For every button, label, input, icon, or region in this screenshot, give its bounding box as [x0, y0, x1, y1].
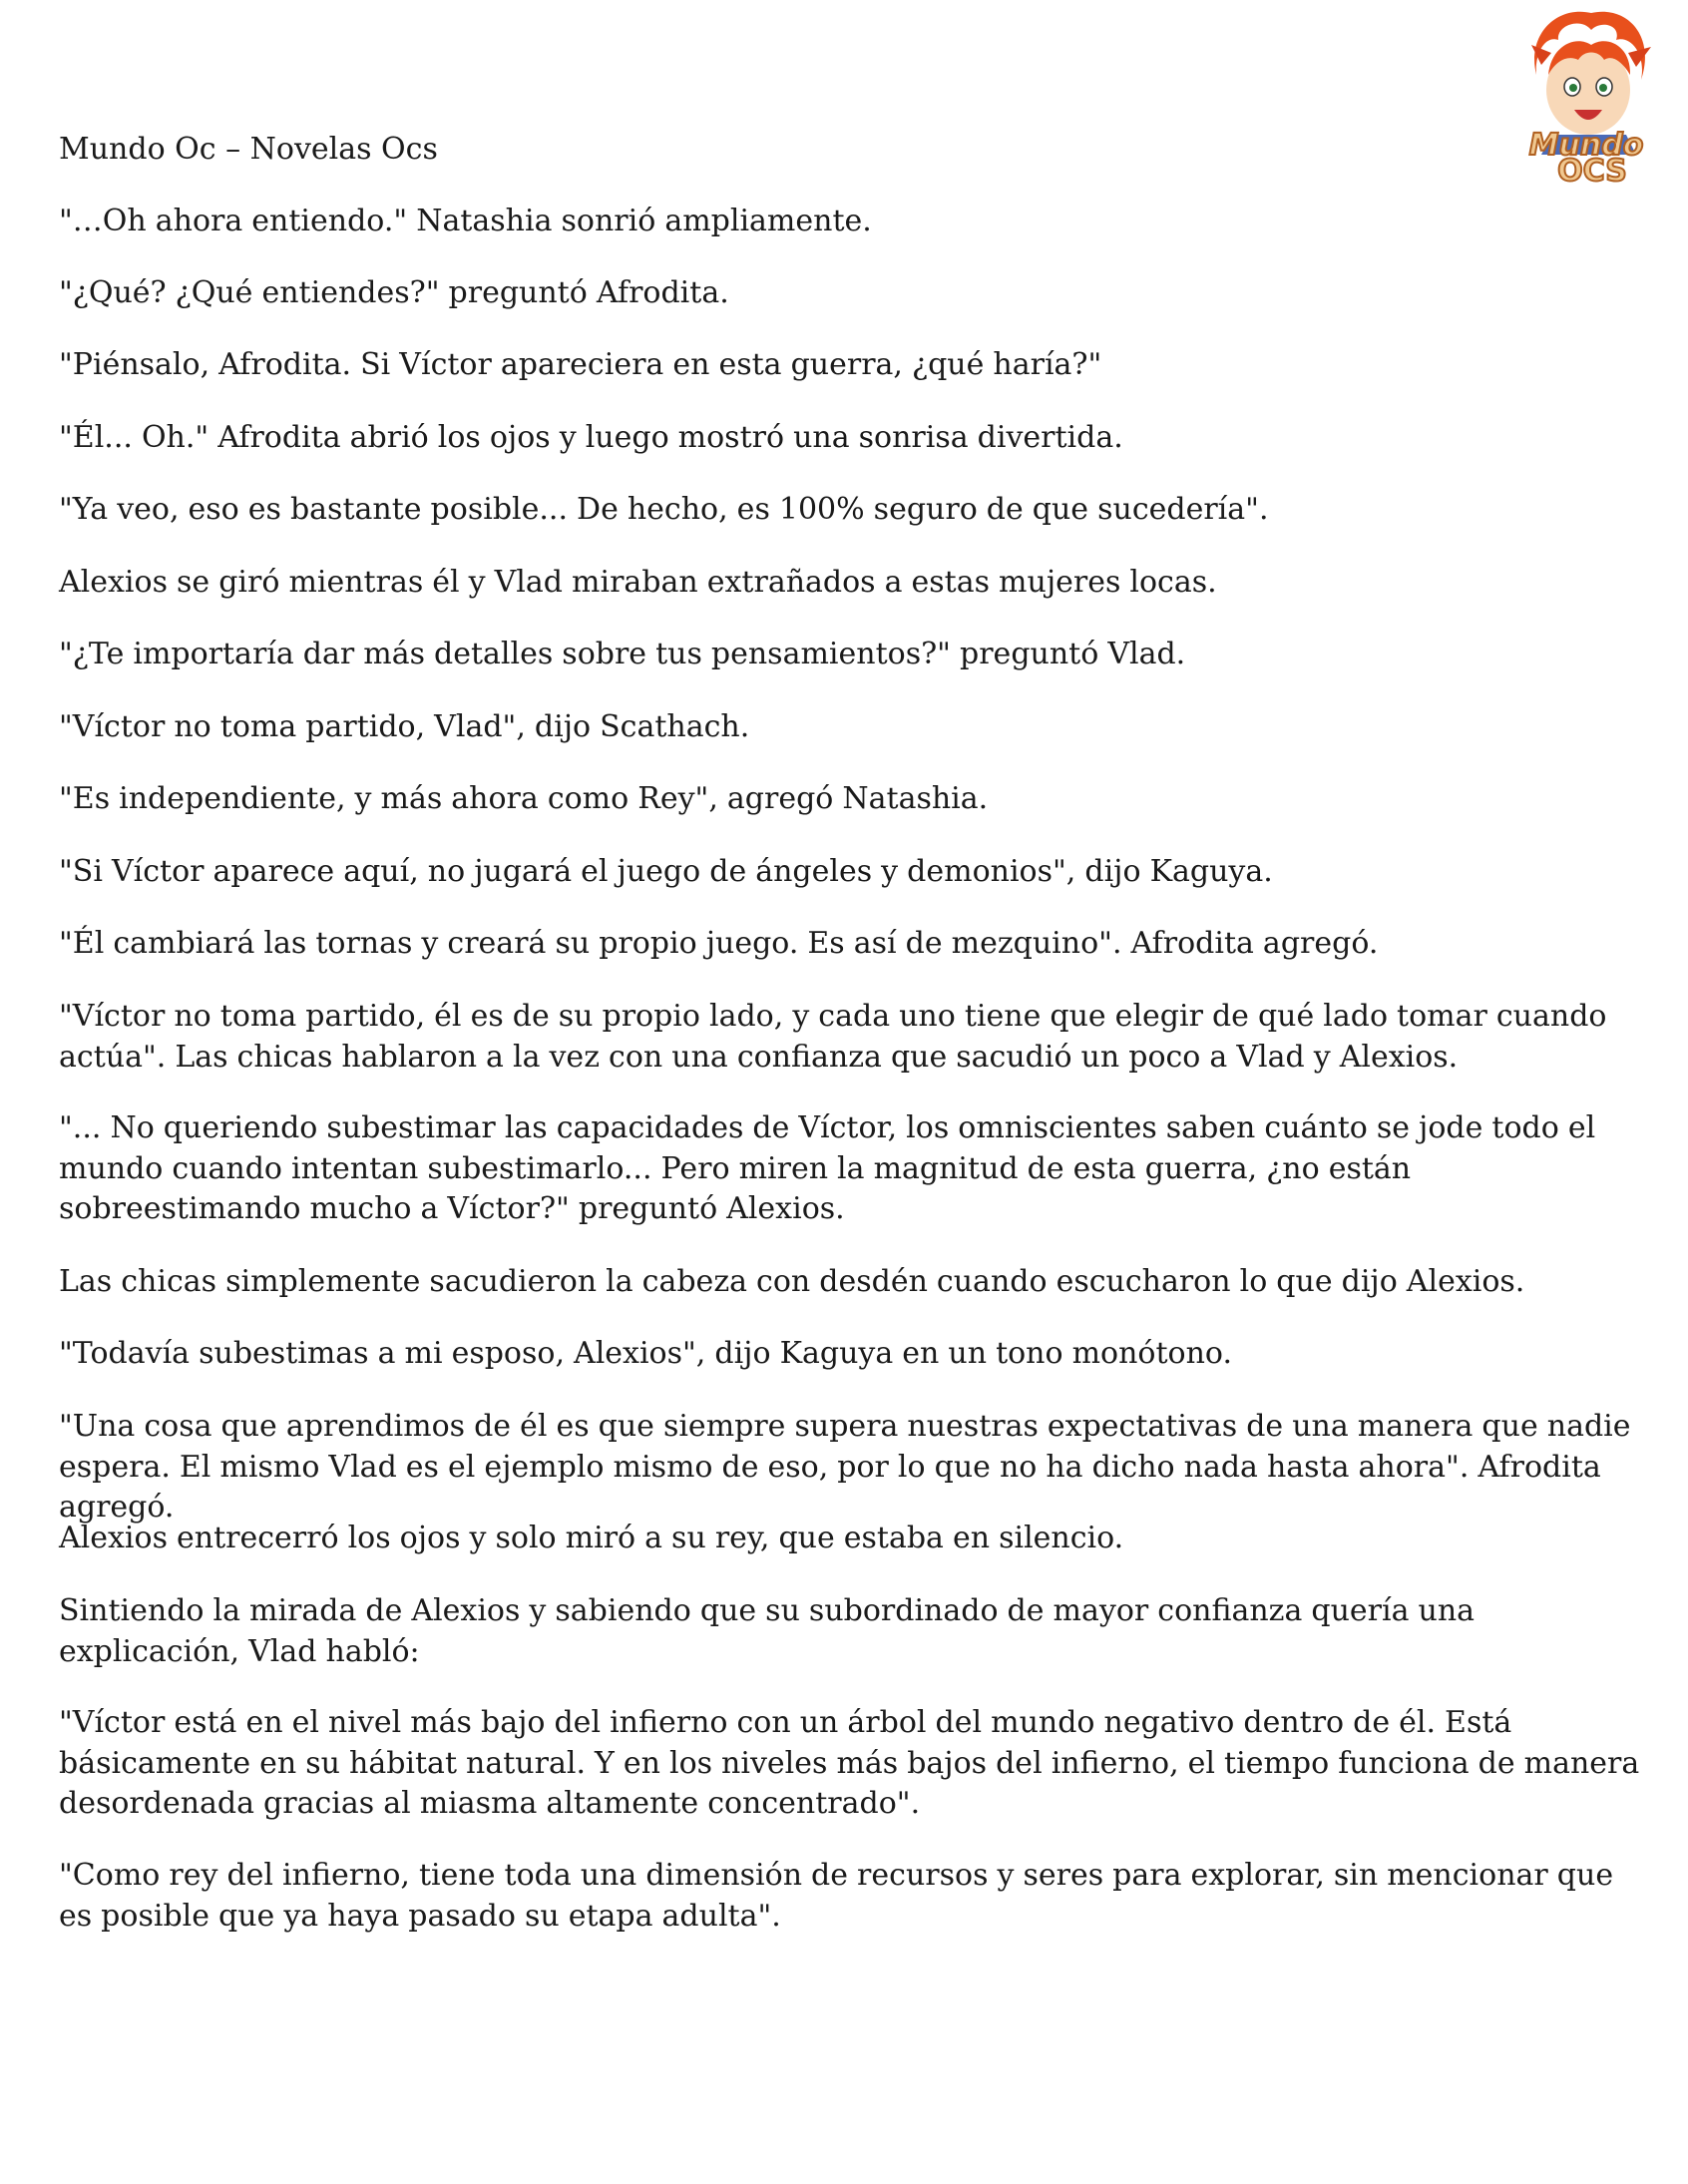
mundo-ocs-logo [1496, 5, 1676, 185]
logo-text-line2: OCS [1557, 154, 1627, 185]
paragraph: "¿Qué? ¿Qué entiendes?" preguntó Afrodita. [59, 275, 729, 310]
paragraph: Alexios se giró mientras él y Vlad miraban extrañados a estas mujeres locas. [59, 565, 1217, 600]
logo-text-line1: Mundo [1528, 128, 1644, 163]
paragraph: "Él... Oh." Afrodita abrió los ojos y luego mostró una sonrisa divertida. [59, 420, 1123, 455]
paragraph: "Si Víctor aparece aquí, no jugará el juego de ángeles y demonios", dijo Kaguya. [59, 854, 1273, 889]
paragraph: "Piénsalo, Afrodita. Si Víctor apareciera en esta guerra, ¿qué haría?" [59, 347, 1102, 382]
paragraph: Las chicas simplemente sacudieron la cabeza con desdén cuando escucharon lo que dijo Alexios. [59, 1264, 1525, 1299]
paragraph: "Víctor no toma partido, él es de su propio lado, y cada uno tiene que elegir de qué lado tomar cuando actúa". Las chicas hablaron a la vez con una confianza que sacudió un poco a Vlad y Alexios. [59, 999, 1607, 1075]
document-header: Mundo Oc – Novelas Ocs [59, 132, 438, 167]
paragraph: "Él cambiará las tornas y creará su propio juego. Es así de mezquino". Afrodita agregó. [59, 926, 1379, 961]
paragraph: "Ya veo, eso es bastante posible... De hecho, es 100% seguro de que sucedería". [59, 492, 1269, 527]
paragraph: "Como rey del infierno, tiene toda una dimensión de recursos y seres para explorar, sin mencionar que es posible que ya haya pasado su etapa adulta". [59, 1858, 1614, 1934]
paragraph: "Víctor no toma partido, Vlad", dijo Scathach. [59, 709, 750, 744]
paragraph: "Víctor está en el nivel más bajo del infierno con un árbol del mundo negativo dentro de él. Está básicamente en su hábitat natural. Y en los niveles más bajos del infierno, el tiempo funciona de manera desordenada gracias al miasma altamente concentrado". [59, 1705, 1640, 1821]
paragraph: Sintiendo la mirada de Alexios y sabiendo que su subordinado de mayor confianza quería una explicación, Vlad habló: [59, 1593, 1476, 1669]
paragraph: "Todavía subestimas a mi esposo, Alexios", dijo Kaguya en un tono monótono. [59, 1336, 1232, 1371]
paragraph: "…Oh ahora entiendo." Natashia sonrió ampliamente. [59, 204, 872, 238]
paragraph: "Es independiente, y más ahora como Rey", agregó Natashia. [59, 781, 989, 816]
paragraph: "¿Te importaría dar más detalles sobre tus pensamientos?" preguntó Vlad. [59, 637, 1186, 671]
paragraph: "Una cosa que aprendimos de él es que siempre supera nuestras expectativas de una manera que nadie espera. El mismo Vlad es el ejemplo mismo de eso, por lo que no ha dicho nada hasta ahora". Afrodita agregó. [59, 1409, 1631, 1525]
paragraph: "... No queriendo subestimar las capacidades de Víctor, los omniscientes saben cuánto se jode todo el mundo cuando intentan subestimarlo... Pero miren la magnitud de esta guerra, ¿no están sobreestimando mucho a Víctor?" preguntó Alexios. [59, 1110, 1596, 1226]
paragraph: Alexios entrecerró los ojos y solo miró a su rey, que estaba en silencio. [59, 1521, 1124, 1555]
